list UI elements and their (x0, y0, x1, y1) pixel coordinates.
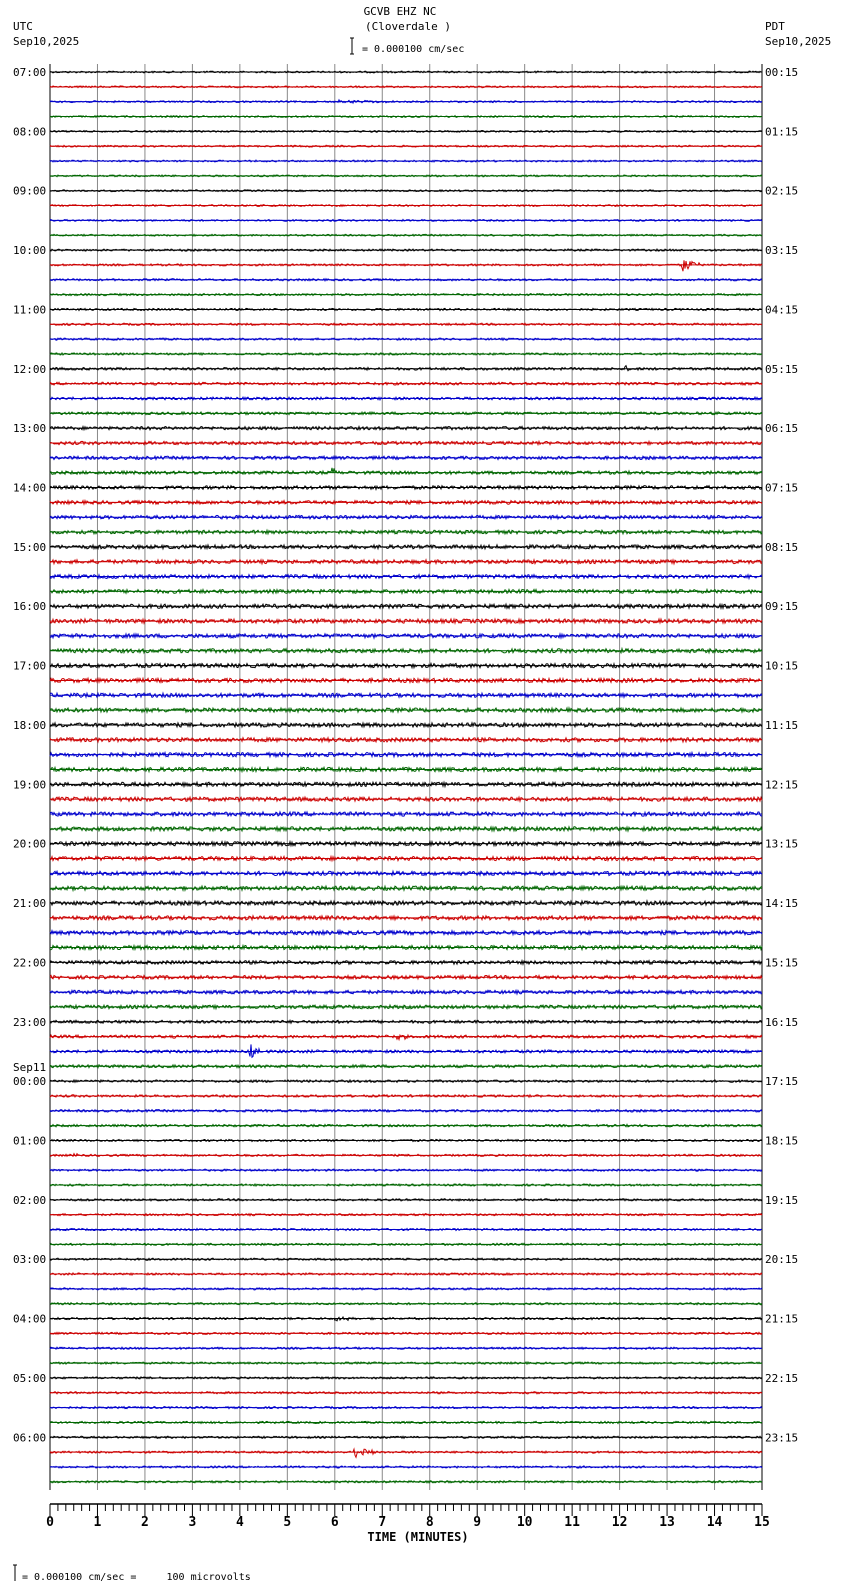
utc-hour-label: 03:00 (13, 1253, 47, 1267)
pdt-hour-label: 19:15 (765, 1193, 799, 1207)
utc-hour-label: 12:00 (13, 362, 47, 376)
seismic-trace (50, 1392, 762, 1394)
x-tick-label: 4 (235, 1515, 244, 1530)
footer-scale-icon (13, 1565, 17, 1581)
pdt-hour-label: 12:15 (765, 778, 799, 792)
x-tick-label: 12 (611, 1515, 628, 1530)
x-tick-label: 10 (516, 1515, 533, 1530)
traces (50, 71, 762, 1483)
seismic-trace (50, 678, 762, 682)
seismic-trace (50, 723, 762, 727)
seismic-trace (50, 338, 762, 340)
utc-hour-label: 00:00 (13, 1075, 47, 1089)
utc-hour-label: 06:00 (13, 1431, 47, 1445)
scale-bar-icon (350, 38, 354, 54)
pdt-hour-label: 23:15 (765, 1431, 799, 1445)
pdt-hour-label: 13:15 (765, 837, 799, 851)
x-tick-label: 15 (754, 1515, 770, 1530)
utc-hour-label: 02:00 (13, 1193, 47, 1207)
right-timezone: PDT (765, 20, 785, 33)
x-tick-label: 1 (93, 1515, 102, 1530)
pdt-hour-label: 21:15 (765, 1312, 799, 1326)
pdt-hour-label: 05:15 (765, 362, 799, 376)
left-date: Sep10,2025 (13, 35, 80, 48)
seismic-trace (50, 145, 762, 147)
x-tick-label: 0 (46, 1515, 54, 1530)
utc-hour-label: 17:00 (13, 659, 47, 673)
seismic-trace (50, 71, 762, 73)
seismic-trace (50, 1449, 762, 1457)
utc-hour-label: 14:00 (13, 481, 47, 495)
footer-scale-label: = 0.000100 cm/sec = 100 microvolts (22, 1572, 251, 1583)
seismic-trace (50, 1303, 762, 1305)
pdt-hour-label: 04:15 (765, 303, 799, 317)
seismic-trace (50, 366, 762, 371)
scale-label: = 0.000100 cm/sec (362, 44, 465, 55)
utc-hour-label: 09:00 (13, 184, 47, 198)
seismic-trace (50, 604, 762, 608)
seismic-trace (50, 234, 762, 236)
seismic-trace (50, 260, 762, 271)
pdt-hour-label: 15:15 (765, 956, 799, 970)
utc-hour-label: 13:00 (13, 422, 47, 436)
x-tick-label: 8 (425, 1515, 434, 1530)
pdt-hour-label: 20:15 (765, 1253, 799, 1267)
x-tick-label: 5 (283, 1515, 292, 1530)
seismic-trace (50, 1466, 762, 1468)
utc-hour-label: 01:00 (13, 1134, 47, 1148)
station-title: GCVB EHZ NC (363, 5, 437, 18)
date-change-label: Sep11 (13, 1061, 47, 1075)
utc-hour-label: 11:00 (13, 303, 47, 317)
x-tick-label: 14 (706, 1515, 723, 1530)
x-tick-label: 13 (659, 1515, 675, 1530)
x-tick-label: 6 (330, 1515, 339, 1530)
seismic-trace (50, 86, 762, 88)
utc-hour-label: 15:00 (13, 540, 47, 554)
utc-hour-label: 16:00 (13, 600, 47, 614)
station-location: (Cloverdale ) (364, 20, 452, 33)
pdt-hour-label: 07:15 (765, 481, 799, 495)
pdt-hour-label: 11:15 (765, 718, 799, 732)
pdt-hour-label: 02:15 (765, 184, 799, 198)
x-tick-label: 11 (564, 1515, 580, 1530)
pdt-hour-label: 03:15 (765, 244, 799, 258)
seismic-trace (50, 1139, 762, 1141)
x-tick-label: 3 (188, 1515, 197, 1530)
pdt-hour-label: 14:15 (765, 897, 799, 911)
utc-hour-label: 08:00 (13, 125, 47, 139)
utc-hour-label: 04:00 (13, 1312, 47, 1326)
pdt-hour-label: 18:15 (765, 1134, 799, 1148)
utc-hour-label: 23:00 (13, 1015, 47, 1029)
seismic-trace (50, 1044, 762, 1057)
seismic-trace (50, 160, 762, 162)
pdt-hour-label: 16:15 (765, 1015, 799, 1029)
seismic-trace (50, 1035, 762, 1039)
seismic-trace (50, 1258, 762, 1260)
seismic-trace (50, 441, 762, 444)
seismic-trace (50, 100, 762, 103)
pdt-hour-label: 08:15 (765, 540, 799, 554)
seismic-trace (50, 175, 762, 177)
utc-hour-label: 10:00 (13, 244, 47, 258)
seismic-trace (50, 1436, 762, 1438)
seismic-trace (50, 1347, 762, 1349)
utc-hour-label: 07:00 (13, 66, 47, 79)
utc-hour-label: 19:00 (13, 778, 47, 792)
utc-hour-label: 21:00 (13, 897, 47, 911)
utc-hour-label: 20:00 (13, 837, 47, 851)
seismic-trace (50, 1243, 762, 1245)
seismic-trace (50, 468, 762, 474)
utc-hour-label: 18:00 (13, 718, 47, 732)
x-axis (46, 1504, 770, 1530)
pdt-hour-label: 17:15 (765, 1075, 799, 1089)
left-timezone: UTC (13, 20, 33, 33)
utc-hour-label: 05:00 (13, 1371, 47, 1385)
x-tick-label: 7 (378, 1515, 387, 1530)
pdt-hour-label: 00:15 (765, 66, 799, 79)
seismic-trace (50, 1154, 762, 1157)
right-date: Sep10,2025 (765, 35, 832, 48)
x-axis-label: TIME (MINUTES) (367, 1530, 469, 1544)
seismic-trace (50, 501, 762, 505)
seismic-trace (50, 456, 762, 459)
pdt-hour-label: 22:15 (765, 1371, 799, 1385)
x-tick-label: 9 (473, 1515, 482, 1530)
x-tick-label: 2 (141, 1515, 149, 1530)
minute-gridlines (50, 64, 762, 1490)
pdt-hour-label: 01:15 (765, 125, 799, 139)
pdt-hour-label: 06:15 (765, 422, 799, 436)
pdt-hour-label: 10:15 (765, 659, 799, 673)
pdt-hour-label: 09:15 (765, 600, 799, 614)
utc-hour-label: 22:00 (13, 956, 47, 970)
seismic-trace (50, 990, 762, 994)
